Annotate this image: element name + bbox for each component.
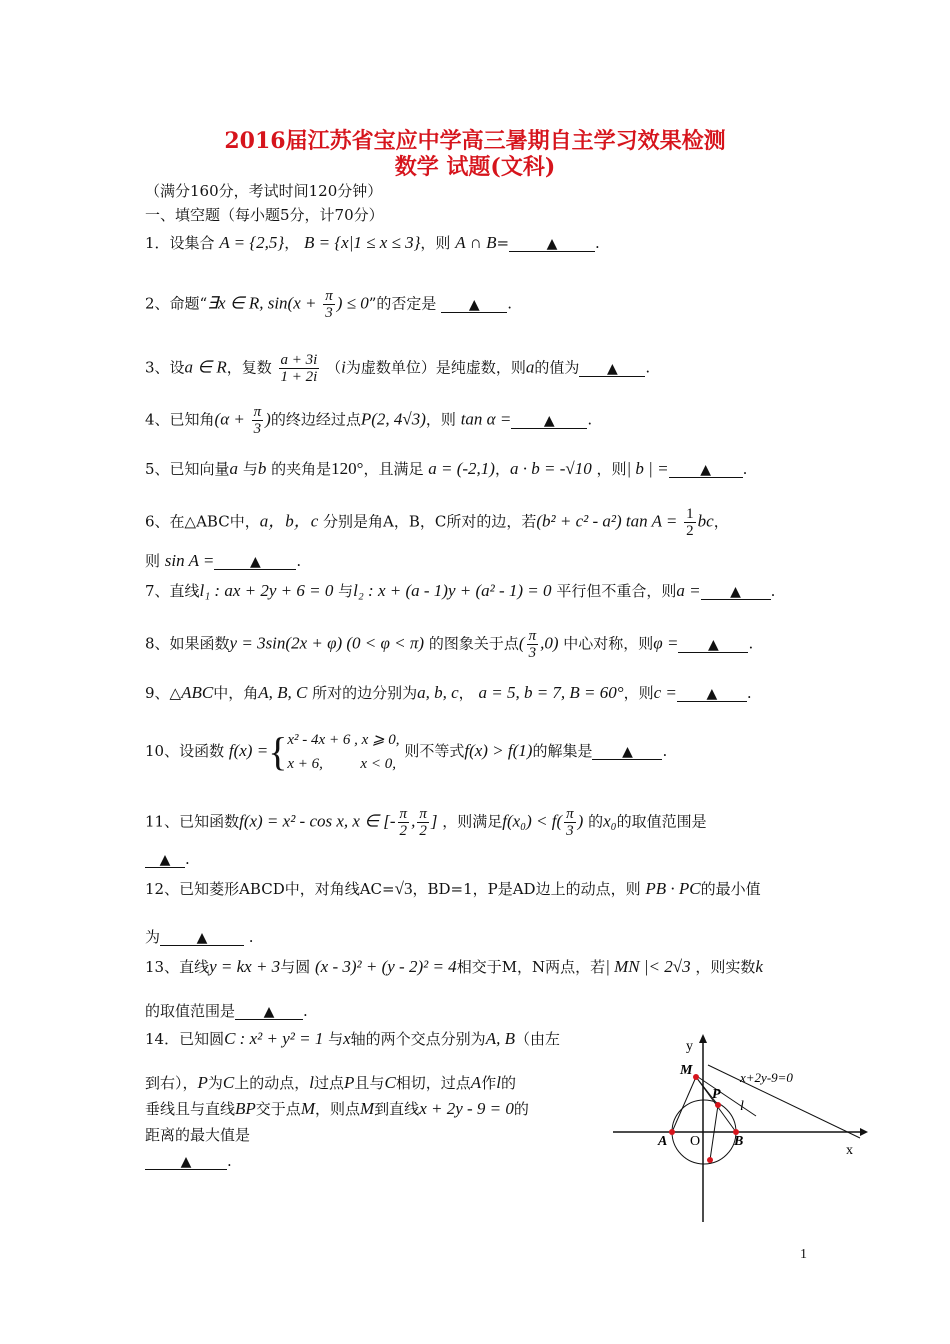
- coordinate-figure: [610, 1030, 875, 1230]
- question-8: 8、如果函数y = 3sin(2x + φ) (0 < φ < π) 的图象关于点( $\frac{\pi}{3}$ ,0) 中心对称，则φ = ▲ .: [145, 628, 754, 661]
- exam-note: （满分160分，考试时间120分钟）: [145, 182, 383, 200]
- answer-blank[interactable]: [509, 235, 595, 252]
- answer-triangle-icon: ▲: [708, 636, 719, 653]
- piecewise-brace: {: [268, 729, 288, 774]
- answer-blank[interactable]: [579, 360, 645, 377]
- answer-triangle-icon: ▲: [180, 1154, 192, 1170]
- label-y: y: [686, 1039, 693, 1054]
- answer-triangle-icon: ▲: [196, 930, 208, 946]
- answer-triangle-icon: ▲: [159, 852, 171, 868]
- question-14-line-4: 距离的最大值是: [145, 1126, 251, 1144]
- question-4: 4、已知角(α + $\frac{\pi}{3}$ )的终边经过点P(2, 4√3)，则 tan α = ▲ .: [145, 404, 593, 437]
- question-7: 7、直线l₁ : ax + 2y + 6 = 0 与l₂ : x + (a - 1)y + (a² - 1) = 0 平行但不重合，则a = ▲ .: [145, 581, 776, 600]
- question-2: 2、命题“∃x ∈ R, sin(x + $\frac{\pi}{3}$ ) ≤ 0”的否定是 ▲ .: [145, 288, 512, 321]
- answer-triangle-icon: ▲: [607, 360, 618, 377]
- point-lower: [707, 1157, 713, 1163]
- question-1: 1．设集合 A = {2,5}， B = {x|1 ≤ x ≤ 3}，则 A ∩ B= ▲ .: [145, 233, 600, 252]
- label-l: l: [740, 1099, 744, 1114]
- label-o: O: [690, 1134, 701, 1149]
- label-x: x: [846, 1143, 853, 1158]
- label-p: P: [712, 1087, 721, 1102]
- answer-triangle-icon: ▲: [250, 554, 261, 570]
- answer-triangle-icon: ▲: [700, 462, 711, 478]
- answer-triangle-icon: ▲: [730, 584, 741, 600]
- question-5: 5、已知向量a 与b 的夹角是120°，且满足 a = (-2,1)，a · b = -√10 ，则| b | = ▲ .: [145, 459, 748, 478]
- answer-triangle-icon: ▲: [263, 1004, 275, 1020]
- question-10: 10、设函数 f(x) ={ x² - 4x + 6 , x ⩾ 0, x + 6, x < 0, 则不等式f(x) > f(1)的解集是 ▲ .: [145, 729, 668, 774]
- question-13-line-2: 的取值范围是 ▲ .: [145, 1002, 308, 1020]
- answer-triangle-icon: ▲: [546, 236, 558, 252]
- point-p: [715, 1102, 721, 1108]
- answer-blank[interactable]: [677, 685, 747, 702]
- question-14-line-3: 垂线且与直线BP交于点M，则点M到直线x + 2y - 9 = 0的: [145, 1099, 529, 1118]
- title-line-1: 2016届江苏省宝应中学高三暑期自主学习效果检测: [224, 128, 726, 154]
- question-9: 9、△ABC中，角A, B, C 所对的边分别为a, b, c， a = 5, b = 7, B = 60°，则c = ▲ .: [145, 683, 752, 702]
- question-3: 3、设a ∈ R，复数 $\frac{a + 3i}{1 + 2i}$ （i为虚数单位）是纯虚数，则a的值为 ▲ .: [145, 352, 651, 385]
- title-line-2: 数学 试题(文科): [394, 154, 556, 180]
- answer-blank[interactable]: [145, 851, 185, 868]
- x-axis-arrow: [860, 1128, 868, 1136]
- answer-triangle-icon: ▲: [622, 744, 633, 760]
- piecewise-cases: x² - 4x + 6 , x ⩾ 0, x + 6, x < 0,: [287, 732, 400, 772]
- label-m: M: [680, 1063, 693, 1078]
- answer-blank[interactable]: [511, 412, 587, 429]
- question-13: 13、直线y = kx + 3与圆 (x - 3)² + (y - 2)² = 4相交于M，N两点，若| MN |< 2√3 ，则实数k: [145, 957, 763, 976]
- answer-blank[interactable]: [214, 553, 296, 570]
- answer-triangle-icon: ▲: [543, 412, 555, 429]
- page-number: 1: [800, 1247, 807, 1262]
- answer-blank[interactable]: [145, 1153, 227, 1170]
- question-6: 6、在△ABC中，a，b，c 分别是角A，B，C所对的边，若(b² + c² - a²) tan A = $\frac{1}{2}$ bc，: [145, 506, 729, 539]
- answer-blank[interactable]: [701, 583, 771, 600]
- answer-blank[interactable]: [669, 461, 743, 478]
- answer-blank[interactable]: [592, 743, 662, 760]
- answer-triangle-icon: ▲: [706, 686, 718, 702]
- point-a: [669, 1129, 675, 1135]
- answer-blank[interactable]: [160, 929, 244, 946]
- segment-am: [672, 1077, 696, 1132]
- section-heading: 一、填空题（每小题5分，计70分）: [145, 206, 384, 224]
- label-line-equation: x+2y-9=0: [740, 1070, 793, 1085]
- answer-triangle-icon: ▲: [468, 296, 480, 313]
- point-m: [693, 1074, 699, 1080]
- question-12-line-2: 为 ▲ .: [145, 928, 254, 946]
- answer-blank[interactable]: [235, 1003, 303, 1020]
- question-11-line-2: ▲ .: [145, 850, 190, 868]
- answer-blank[interactable]: [441, 296, 507, 313]
- label-b: B: [734, 1134, 744, 1149]
- question-6-line-2: 则 sin A = ▲ .: [145, 551, 302, 570]
- label-a: A: [658, 1134, 668, 1149]
- y-axis-arrow: [699, 1034, 707, 1043]
- answer-blank[interactable]: [678, 636, 748, 653]
- question-11: 11、已知函数f(x) = x² - cos x, x ∈ [- $\frac{\pi}{2}$ , $\frac{\pi}{2}$ ] ，则满足f(x₀) < f( $\frac{\pi}{3}$ ) 的x₀的取值范围是: [145, 806, 707, 839]
- question-14: 14．已知圆C : x² + y² = 1 与x轴的两个交点分别为A, B（由左: [145, 1029, 560, 1048]
- question-12: 12、已知菱形ABCD中，对角线AC=√3，BD=1，P是AD边上的动点，则 PB · PC的最小值: [145, 879, 761, 898]
- question-14-line-5: ▲ .: [145, 1152, 232, 1170]
- question-14-line-2: 到右），P为C上的动点，l过点P且与C相切，过点A作l的: [145, 1073, 516, 1092]
